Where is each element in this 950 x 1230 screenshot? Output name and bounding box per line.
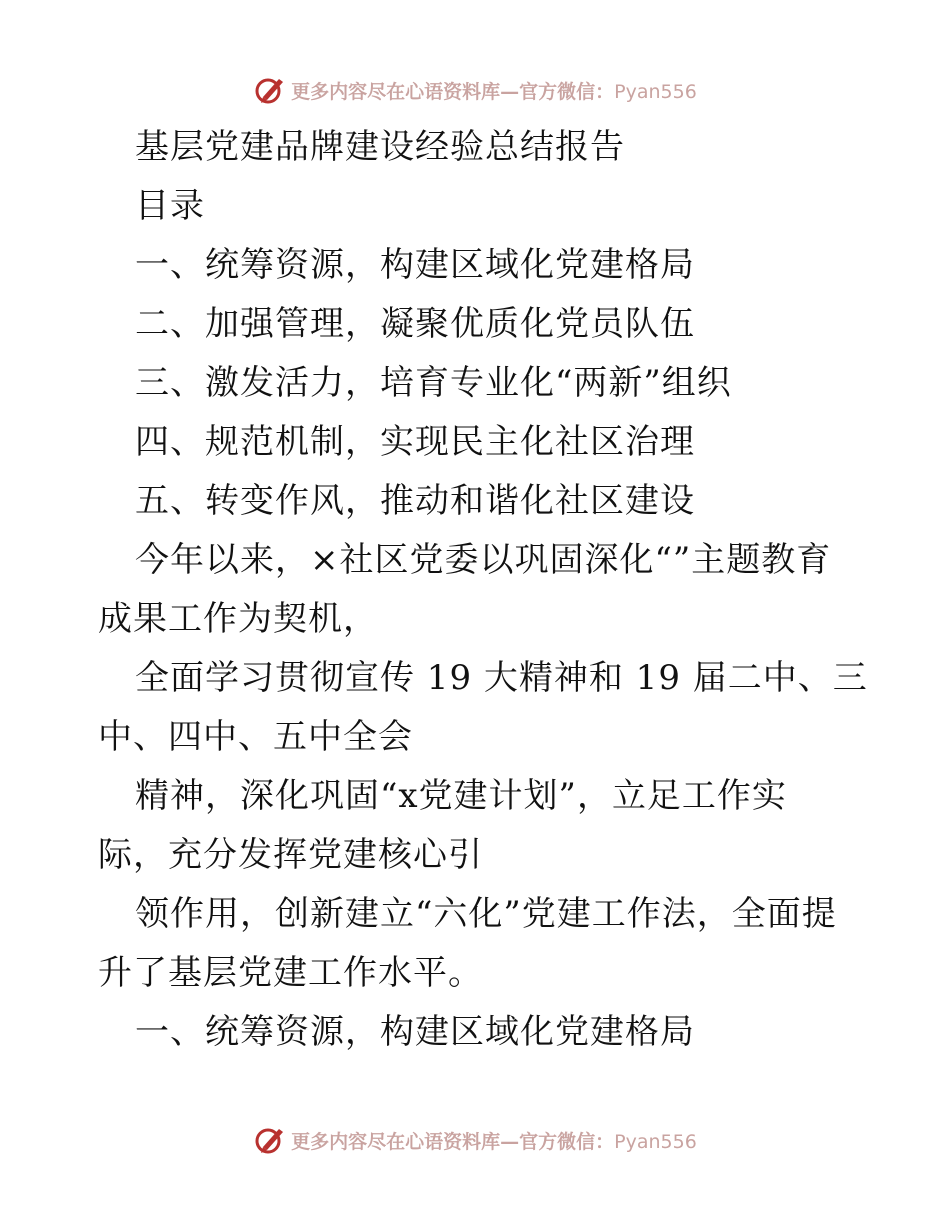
watermark-text: 更多内容尽在心语资料库—官方微信：Pyan556	[291, 1130, 697, 1153]
document-body	[98, 118, 868, 1062]
paragraph-line-2: 成果工作为契机，	[98, 599, 378, 639]
paragraph-line-4: 中、四中、五中全会	[98, 717, 413, 757]
paragraph-line-5: 精神，深化巩固“x党建计划”，立足工作实	[135, 776, 787, 816]
pen-logo-icon	[253, 1123, 287, 1157]
watermark-top	[0, 70, 950, 110]
watermark-bottom	[0, 1120, 950, 1160]
paragraph-line-3: 全面学习贯彻宣传 19 大精神和 19 届二中、三	[135, 658, 868, 698]
toc-item-3: 三、激发活力，培育专业化“两新”组织	[135, 363, 732, 403]
watermark-text: 更多内容尽在心语资料库—官方微信：Pyan556	[291, 80, 697, 103]
toc-item-4: 四、规范机制，实现民主化社区治理	[135, 422, 695, 462]
section-heading: 一、统筹资源，构建区域化党建格局	[135, 1012, 695, 1052]
watermark-account: Pyan556	[614, 80, 697, 103]
toc-item-1: 一、统筹资源，构建区域化党建格局	[135, 245, 695, 285]
toc-item-5: 五、转变作风，推动和谐化社区建设	[135, 481, 695, 521]
paragraph-line-8: 升了基层党建工作水平。	[98, 953, 483, 993]
pen-logo-icon	[253, 73, 287, 107]
paragraph-line-1: 今年以来，×社区党委以巩固深化“”主题教育	[135, 540, 832, 580]
watermark-account: Pyan556	[614, 1130, 697, 1153]
paragraph-line-6: 际，充分发挥党建核心引	[98, 835, 483, 875]
paragraph-line-7: 领作用，创新建立“六化”党建工作法，全面提	[135, 894, 837, 934]
toc-item-2: 二、加强管理，凝聚优质化党员队伍	[135, 304, 695, 344]
document-title: 基层党建品牌建设经验总结报告	[135, 127, 625, 167]
toc-heading: 目录	[135, 186, 205, 226]
